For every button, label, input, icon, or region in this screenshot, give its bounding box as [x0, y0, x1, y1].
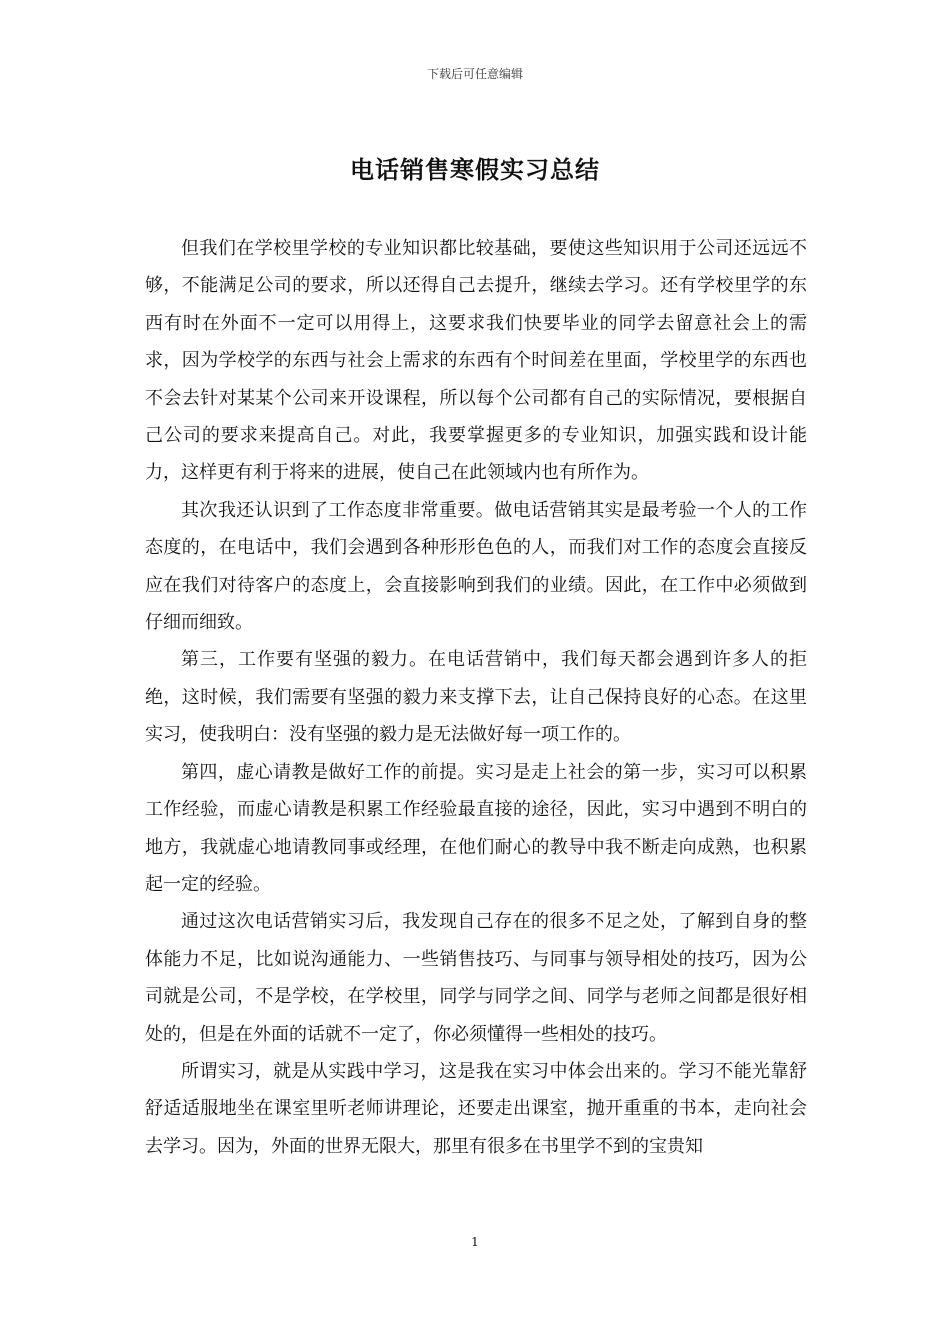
- document-title: 电话销售寒假实习总结: [350, 155, 600, 184]
- paragraph: 第四，虚心请教是做好工作的前提。实习是走上社会的第一步，实习可以积累工作经验，而虚心请教是积累工作经验最直接的途径，因此，实习中遇到不明白的地方，我就虚心地请教同事或经理，在他们耐心的教导中我不断走向成熟，也积累起一定的经验。: [145, 761, 807, 895]
- document-body: [145, 230, 807, 1165]
- paragraph: 其次我还认识到了工作态度非常重要。做电话营销其实是最考验一个人的工作态度的，在电话中，我们会遇到各种形形色色的人，而我们对工作的态度会直接反应在我们对待客户的态度上，会直接影响到我们的业绩。因此，在工作中必须做到仔细而细致。: [145, 499, 807, 634]
- header-note: 下载后可任意编辑: [426, 67, 523, 81]
- page-number: 1: [471, 1235, 479, 1249]
- paragraph: 所谓实习，就是从实践中学习，这是我在实习中体会出来的。学习不能光靠舒舒适适服地坐在课室里听老师讲理论，还要走出课室，抛开重重的书本，走向社会去学习。因为，外面的世界无限大，那里有很多在书里学不到的宝贵知: [145, 1060, 807, 1157]
- paragraph: 第三，工作要有坚强的毅力。在电话营销中，我们每天都会遇到许多人的拒绝，这时候，我们需要有坚强的毅力来支撑下去，让自己保持良好的心态。在这里实习，使我明白：没有坚强的毅力是无法做好每一项工作的。: [145, 649, 807, 746]
- paragraph: 通过这次电话营销实习后，我发现自己存在的很多不足之处，了解到自身的整体能力不足，比如说沟通能力、一些销售技巧、与同事与领导相处的技巧，因为公司就是公司，不是学校，在学校里，同学与同学之间、同学与老师之间都是很好相处的，但是在外面的话就不一定了，你必须懂得一些相处的技巧。: [145, 911, 807, 1045]
- paragraph: 但我们在学校里学校的专业知识都比较基础，要使这些知识用于公司还远远不够，不能满足公司的要求，所以还得自己去提升，继续去学习。还有学校里学的东西有时在外面不一定可以用得上，这要求我们快要毕业的同学去留意社会上的需求，因为学校学的东西与社会上需求的东西有个时间差在里面，学校里学的东西也不会去针对某某个公司来开设课程，所以每个公司都有自己的实际情况，要根据自己公司的要求来提高自己。对此，我要掌握更多的专业知识，加强实践和设计能力，这样更有利于将来的进展，使自己在此领域内也有所作为。: [145, 238, 807, 484]
